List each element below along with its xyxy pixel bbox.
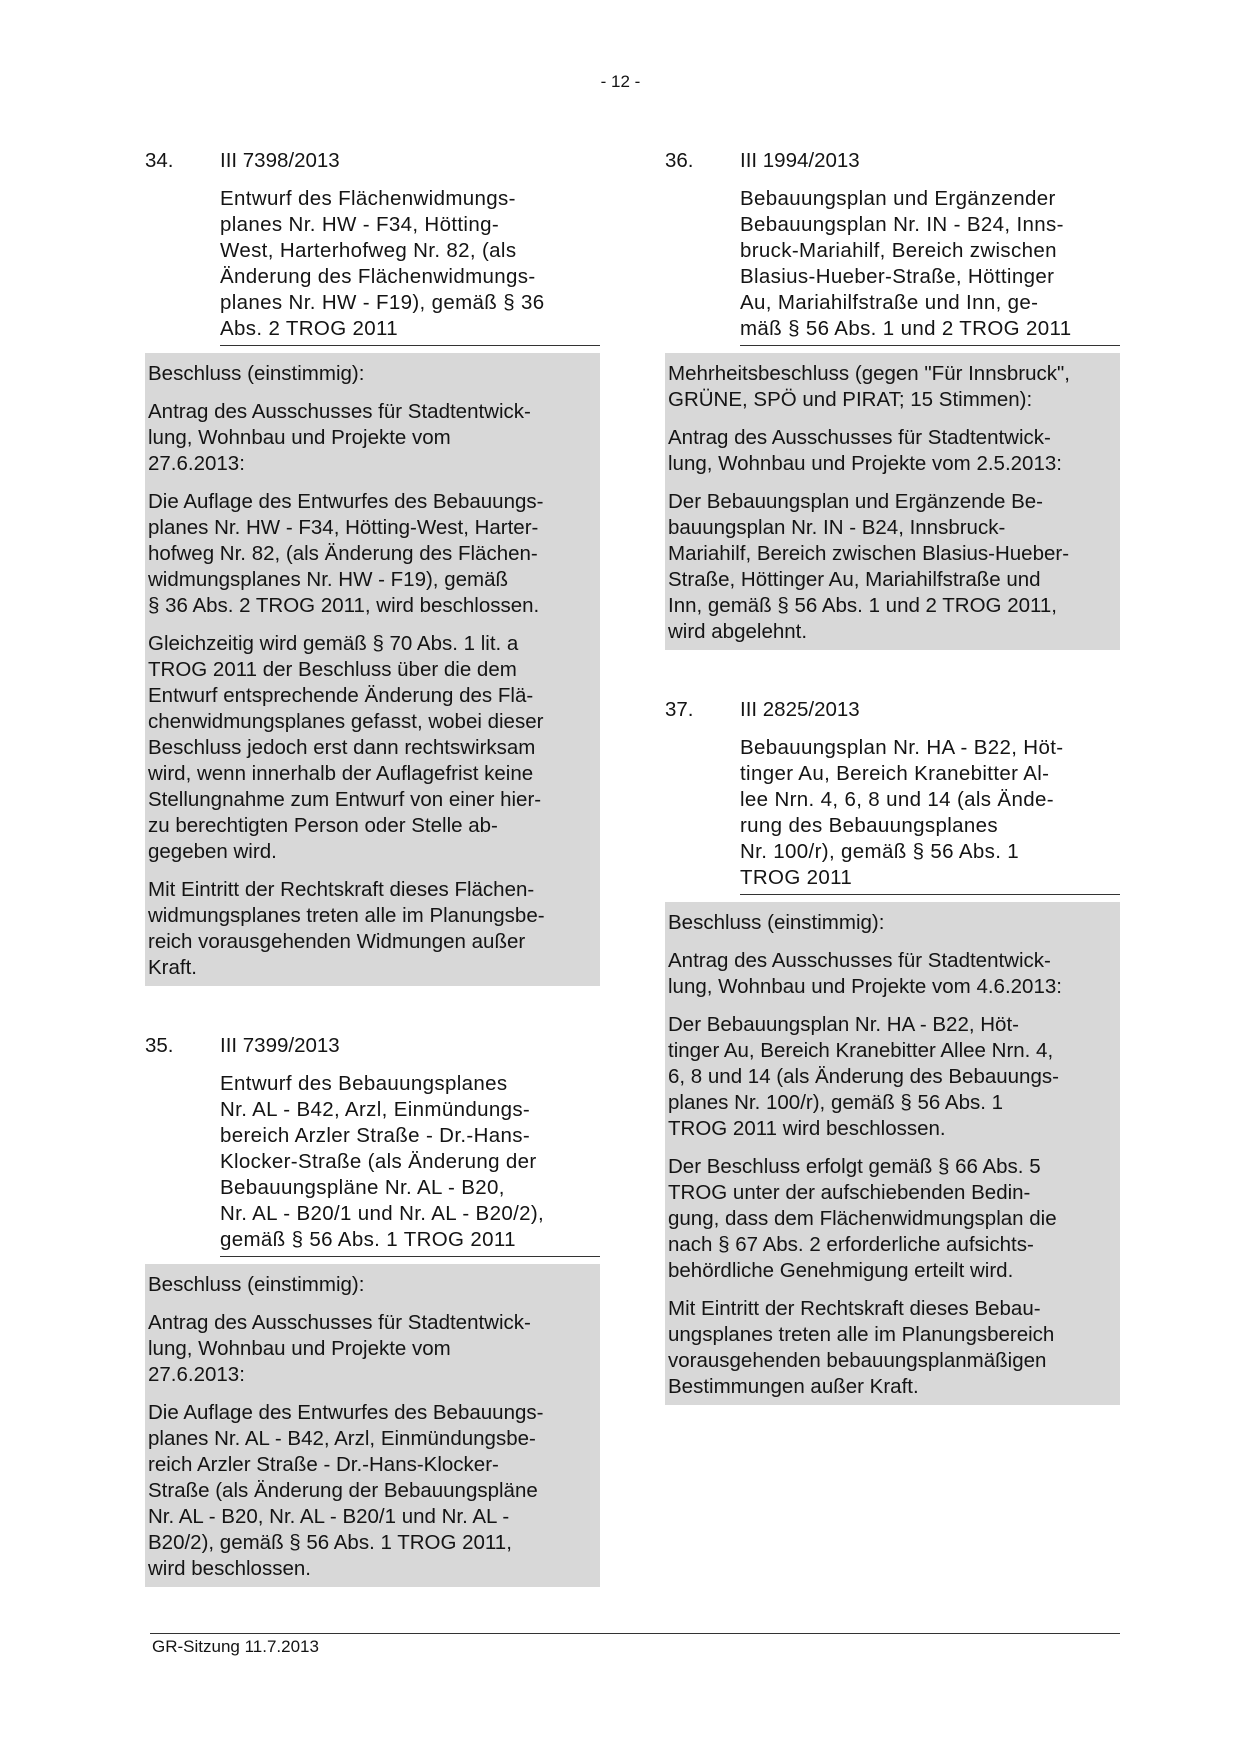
page-number: - 12 - — [600, 72, 641, 91]
item-title: Bebauungsplan und Ergänzender Bebauungsplan Nr. IN - B24, Inns- bruck-Mariahilf, Bereich zwischen Blasius-Hueber-Straße, Höttinger Au, Mariahilfstraße und Inn, ge- mäß § 56 Abs. 1 und 2 TROG 2011 — [740, 186, 1120, 346]
item-reference: III 1994/2013 — [740, 149, 860, 172]
resolution-text: Der Bebauungsplan Nr. HA - B22, Höt- tinger Au, Bereich Kranebitter Allee Nrn. 4, 6, 8 und 14 (als Änderung des Bebauungs- planes Nr. 100/r), gemäß § 56 Abs. 1 TROG 2011 wird beschlossen. — [668, 1013, 1059, 1140]
item-reference: III 2825/2013 — [740, 698, 860, 721]
decision-type: Beschluss (einstimmig): — [148, 1273, 365, 1296]
resolution-text: Der Beschluss erfolgt gemäß § 66 Abs. 5 TROG unter der aufschiebenden Bedin- gung, dass dem Flächenwidmungsplan die nach § 67 Abs. 2 erforderliche aufsichts- behördliche Genehmigung erteilt wird. — [668, 1155, 1057, 1282]
item-title: Entwurf des Bebauungsplanes Nr. AL - B42, Arzl, Einmündungs- bereich Arzler Straße - Dr.-Hans- Klocker-Straße (als Änderung der Bebauungspläne Nr. AL - B20, Nr. AL - B20/1 und Nr. AL - B20/2), gemäß § 56 Abs. 1 TROG 2011 — [220, 1071, 600, 1257]
item-reference: III 7398/2013 — [220, 149, 340, 172]
motion-text: Antrag des Ausschusses für Stadtentwick- lung, Wohnbau und Projekte vom 4.6.2013: — [668, 949, 1062, 998]
motion-text: Antrag des Ausschusses für Stadtentwick- lung, Wohnbau und Projekte vom 27.6.2013: — [148, 1311, 531, 1386]
decision-box — [665, 902, 1120, 1405]
decision-box — [145, 353, 600, 986]
resolution-text: Die Auflage des Entwurfes des Bebauungs- planes Nr. AL - B42, Arzl, Einmündungsbe- reich Arzler Straße - Dr.-Hans-Klocker- Straße (als Änderung der Bebauungspläne Nr. AL - B20, Nr. AL - B20/1 und Nr. AL - B20/2), gemäß § 56 Abs. 1 TROG 2011, wird beschlossen. — [148, 1401, 544, 1580]
item-title: Bebauungsplan Nr. HA - B22, Höt- tinger Au, Bereich Kranebitter Al- lee Nrn. 4, 6, 8 und 14 (als Ände- rung des Bebauungsplanes Nr. 100/r), gemäß § 56 Abs. 1 TROG 2011 — [740, 735, 1120, 895]
footer-divider — [150, 1633, 1120, 1634]
agenda-item-34 — [145, 148, 600, 986]
decision-box — [665, 353, 1120, 650]
decision-type: Beschluss (einstimmig): — [668, 911, 885, 934]
item-title: Entwurf des Flächenwidmungs- planes Nr. HW - F34, Hötting- West, Harterhofweg Nr. 82, (als Änderung des Flächenwidmungs- planes Nr. HW - F19), gemäß § 36 Abs. 2 TROG 2011 — [220, 186, 600, 346]
decision-type: Mehrheitsbeschluss (gegen "Für Innsbruck", GRÜNE, SPÖ und PIRAT; 15 Stimmen): — [668, 362, 1070, 411]
agenda-item-37 — [665, 697, 1120, 1405]
motion-text: Antrag des Ausschusses für Stadtentwick- lung, Wohnbau und Projekte vom 27.6.2013: — [148, 400, 531, 475]
resolution-text: Mit Eintritt der Rechtskraft dieses Bebau- ungsplanes treten alle im Planungsbereich vorausgehenden bebauungsplanmäßigen Bestimmungen außer Kraft. — [668, 1297, 1055, 1398]
item-header — [145, 148, 600, 174]
agenda-item-35 — [145, 1033, 600, 1587]
item-header — [665, 148, 1120, 174]
right-column — [665, 148, 1120, 1405]
resolution-text: Der Bebauungsplan und Ergänzende Be- bauungsplan Nr. IN - B24, Innsbruck- Mariahilf, Bereich zwischen Blasius-Hueber- Straße, Höttinger Au, Mariahilfstraße und Inn, gemäß § 56 Abs. 1 und 2 TROG 2011, wird abgelehnt. — [668, 490, 1070, 643]
resolution-text: Mit Eintritt der Rechtskraft dieses Flächen- widmungsplanes treten alle im Planungsbe- reich vorausgehenden Widmungen außer Kraft. — [148, 878, 545, 979]
item-number: 37. — [665, 698, 694, 721]
item-number: 34. — [145, 149, 174, 172]
resolution-text: Die Auflage des Entwurfes des Bebauungs- planes Nr. HW - F34, Hötting-West, Harter- hofweg Nr. 82, (als Änderung des Flächen- widmungsplanes Nr. HW - F19), gemäß § 36 Abs. 2 TROG 2011, wird beschlossen. — [148, 490, 544, 617]
agenda-item-36 — [665, 148, 1120, 650]
item-reference: III 7399/2013 — [220, 1034, 340, 1057]
motion-text: Antrag des Ausschusses für Stadtentwick- lung, Wohnbau und Projekte vom 2.5.2013: — [668, 426, 1062, 475]
footer-session-date: GR-Sitzung 11.7.2013 — [152, 1637, 319, 1656]
item-header — [145, 1033, 600, 1059]
item-number: 36. — [665, 149, 694, 172]
item-number: 35. — [145, 1034, 174, 1057]
decision-type: Beschluss (einstimmig): — [148, 362, 365, 385]
left-column — [145, 148, 600, 1587]
resolution-text: Gleichzeitig wird gemäß § 70 Abs. 1 lit. a TROG 2011 der Beschluss über die dem Entwurf entsprechende Änderung des Flä- chenwidmungsplanes gefasst, wobei dieser Beschluss jedoch erst dann rechtswirksam wird, wenn innerhalb der Auflagefrist keine Stellungnahme zum Entwurf von einer hier- zu berechtigten Person oder Stelle ab- gegeben wird. — [148, 632, 544, 863]
decision-box — [145, 1264, 600, 1587]
item-header — [665, 697, 1120, 723]
